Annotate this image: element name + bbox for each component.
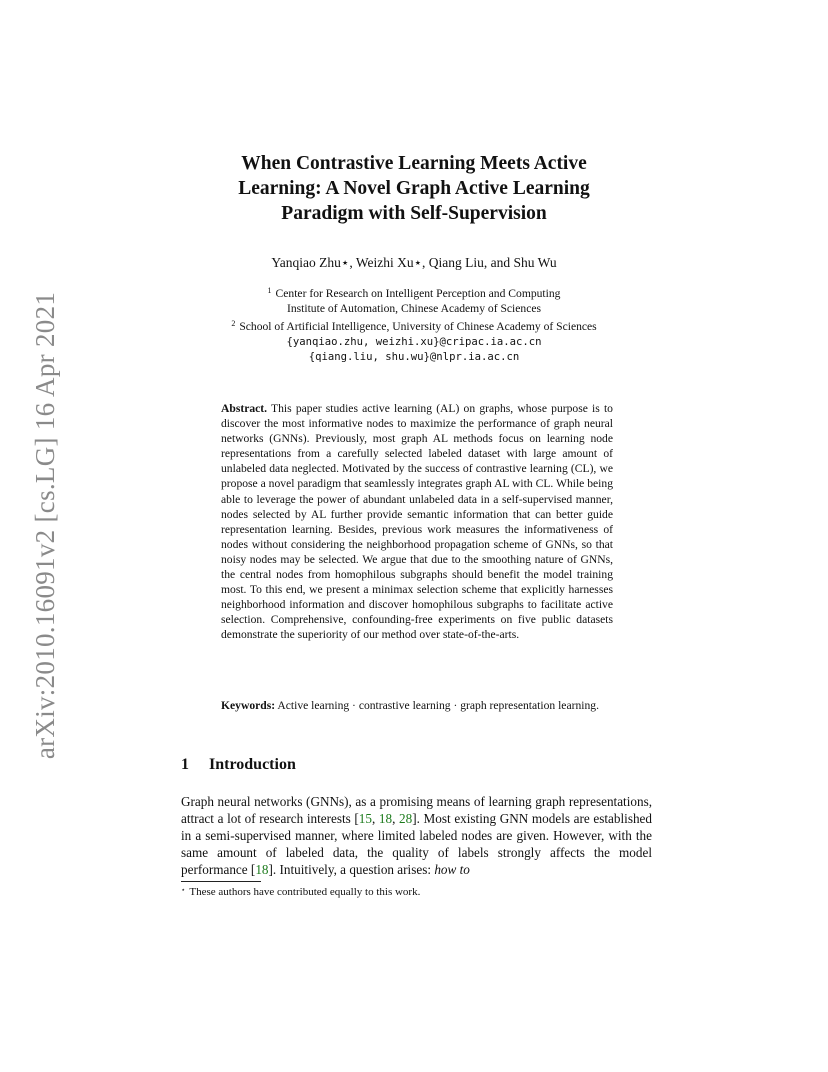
abstract <box>221 401 613 643</box>
affiliation-2-marker: 2 <box>231 319 236 329</box>
affiliations <box>180 283 648 365</box>
email-line-1: {yanqiao.zhu, weizhi.xu}@cripac.ia.ac.cn <box>286 335 542 348</box>
citation-link-18b[interactable]: 18 <box>255 862 269 877</box>
title-line-1: When Contrastive Learning Meets Active <box>241 153 587 174</box>
abstract-text: This paper studies active learning (AL) on graphs, whose purpose is to discover the most informative nodes to maximize the performance of graph neural networks (GNNs). Previously, most graph AL methods focus on learning node representations from a carefully selected labeled dataset with large amount of unlabeled data neglected. Motivated by the success of contrastive learning (CL), we propose a novel paradigm that seamlessly integrates graph AL with CL. While being able to leverage the power of abundant unlabeled data in a self-supervised manner, nodes selected by AL further provide semantic information that can better guide representation learning. Besides, previous work measures the informativeness of nodes without considering the neighborhood propagation scheme of GNNs, so that noisy nodes may be selected. We argue that due to the smoothing nature of GNNs, the central nodes from homophilous subgraphs should benefit the model training most. To this end, we present a minimax selection scheme that explicitly harnesses neighborhood information and discover homophilous subgraphs to facilitate active selection. Comprehensive, confounding-free experiments on five public datasets demonstrate the superiority of our method over state-of-the-arts. <box>221 402 613 642</box>
intro-text-3: , <box>392 811 400 826</box>
section-number: 1 <box>181 756 189 773</box>
arxiv-stamp-text: arXiv:2010.16091v2 [cs.LG] 16 Apr 2021 <box>30 291 61 759</box>
introduction-paragraph <box>181 793 652 878</box>
footnote <box>181 886 420 898</box>
title-line-3: Paradigm with Self-Supervision <box>281 203 547 224</box>
title-line-2: Learning: A Novel Graph Active Learning <box>238 178 590 199</box>
affiliation-2 <box>180 316 648 334</box>
citation-link-28[interactable]: 28 <box>399 811 413 826</box>
affiliation-1-marker: 1 <box>267 286 272 295</box>
intro-text-1: Graph neural networks (GNNs), as a promising means of learning graph representations, attract a lot of research interests [ <box>181 794 652 826</box>
intro-text-2: , <box>371 811 379 826</box>
intro-text-italic: how to <box>434 862 470 877</box>
abstract-label: Abstract. <box>221 402 268 415</box>
affiliation-1-line-2: Institute of Automation, Chinese Academy of Sciences <box>286 302 542 316</box>
section-title: Introduction <box>209 756 296 773</box>
arxiv-side-stamp <box>27 290 65 760</box>
keywords-text: Active learning · contrastive learning · graph representation learning. <box>277 699 599 712</box>
footnote-text: These authors have contributed equally to this work. <box>189 886 421 898</box>
paper-title <box>180 151 648 226</box>
footnote-rule <box>181 881 261 882</box>
section-heading-introduction <box>181 756 296 774</box>
affiliation-1-line-1 <box>180 283 648 301</box>
email-line-2: {qiang.liu, shu.wu}@nlpr.ia.ac.cn <box>308 350 520 363</box>
keywords-label: Keywords: <box>221 699 276 712</box>
affiliation-1-text: Center for Research on Intelligent Perception and Computing <box>275 287 561 300</box>
author-list: Yanqiao Zhu⋆, Weizhi Xu⋆, Qiang Liu, and Shu Wu <box>271 255 557 270</box>
affiliation-2-text: School of Artificial Intelligence, University of Chinese Academy of Sciences <box>239 320 597 334</box>
footnote-marker: ⋆ <box>181 886 186 894</box>
keywords <box>221 698 613 713</box>
intro-text-5: ]. Intuitively, a question arises: <box>268 862 435 877</box>
citation-link-18[interactable]: 18 <box>378 811 393 826</box>
intro-text-4: ]. Most existing GNN models are established in a semi-supervised manner, where limited labeled nodes are given. However, with the same amount of labeled data, the quality of labels strongly affects the model performance [ <box>181 811 652 877</box>
citation-link-15[interactable]: 15 <box>358 811 372 826</box>
